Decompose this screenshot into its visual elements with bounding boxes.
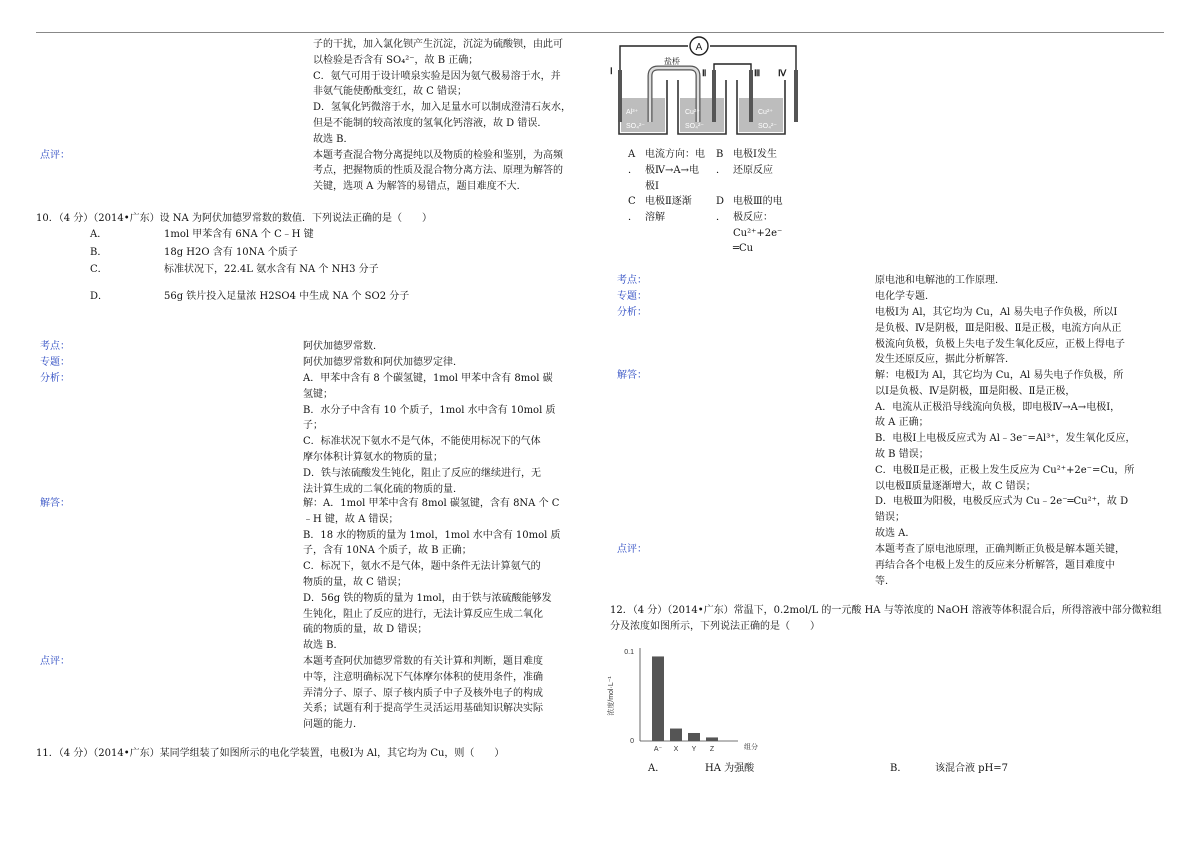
q9-line-1: 子的干扰，加入氯化钡产生沉淀，沉淀为硫酸钡，由此可 [313,39,563,50]
q10-option-b: 18g H2O 含有 10NA 个质子 [164,247,298,258]
q12-bar-chart [606,640,786,758]
q10-option-a: 1mol 甲苯含有 6NA 个 C﹣H 键 [164,229,314,240]
q11-option-a-line-2: 极Ⅳ→A→电 [645,164,699,176]
q11-option-d-line-4: ═Cu [733,243,754,255]
q10-dianping-4: 关系；试题有利于提高学生灵活运用基础知识解决实际 [303,703,543,715]
q10-option-d: 56g 铁片投入足量浓 H2SO4 中生成 NA 个 SO2 分子 [164,291,410,302]
q10-jieda-5: C．标况下，氨水不是气体，题中条件无法计算氨气的 [303,561,541,573]
y-tick-zero: 0 [630,738,634,745]
q10-fenxi-4: 子； [303,420,323,432]
ion-so4-3: SO₄²⁻ [758,123,777,130]
q11-jieda-8: 以电极Ⅱ质量逐渐增大，故 C 错误； [875,480,1036,492]
electrode-4 [794,70,798,122]
q12-stem-1: 12．（4 分）（2014•广东）常温下，0.2mol/L 的一元酸 HA 与等浓度的 NaOH 溶液等体积混合后，所得溶液中部分微粒组 [610,605,1162,616]
x-tick-label-4: Z [709,746,715,753]
q10-fenxi-2: 氢键； [303,388,333,400]
q10-fenxi-8: 法计算生成的二氧化硫的物质的量． [303,483,463,495]
q9-line-5: D．氢氧化钙微溶于水，加入足量水可以制成澄清石灰水， [313,102,572,114]
q10-zhuanti: 阿伏加德罗常数和阿伏加德罗定律． [303,357,463,368]
q11-option-d-line-1: 电极Ⅲ的电 [733,196,783,207]
q11-dianping-1: 本题考查了原电池原理，正确判断正负极是解本题关键， [875,544,1125,555]
q11-fenxi-2: 是负极、Ⅳ是阴极，Ⅲ是阳极、Ⅱ是正极，电流方向从正 [875,322,1122,334]
q11-kaodian-label: 考点： [617,275,647,286]
q11-jieda-9: D．电极Ⅲ为阳极，电极反应式为 Cu﹣2e⁻═Cu²⁺，故 D [875,496,1129,508]
q11-option-d-dot: ． [716,212,726,223]
q9-line-4: 非氨气能使酚酞变红，故 C 错误； [313,86,468,98]
q11-option-d-key: D [716,196,725,207]
q11-option-a-line-1: 电流方向：电 [645,149,705,160]
x-tick-label-3: Y [691,746,697,753]
q10-dianping-5: 问题的能力． [303,719,363,731]
q11-option-c-dot: ． [628,212,638,223]
header-rule [36,32,1164,33]
q11-jieda-1: 解：电极Ⅰ为 Al，其它均为 Cu，Al 易失电子作负极，所 [875,370,1124,381]
q11-jieda-11: 故选 A． [875,527,916,539]
q10-fenxi-7: D．铁与浓硫酸发生钝化，阻止了反应的继续进行，无 [303,467,542,479]
q10-kaodian-label: 考点： [40,341,70,352]
q11-option-d [733,194,799,257]
bar-2 [670,729,682,741]
q9-line-7: 故选 B． [313,133,354,145]
q11-dianping [875,542,1165,589]
q11-option-c-line-2: 溶解 [645,211,665,223]
q10-jieda-4: 子，含有 10NA 个质子，故 B 正确； [303,545,472,557]
electrode-4-label: Ⅳ [778,68,787,78]
q10-dianping-3: 弄清分子、原子、原子核内质子中子及核外电子的构成 [303,687,543,699]
ion-so4-1: SO₄²⁻ [626,123,645,130]
q10-jieda-1: 解：A．1mol 甲苯中含有 8mol 碳氢键，含有 8NA 个 C [303,498,560,509]
q10-dianping-2: 中等，注意明确标况下气体摩尔体积的使用条件，准确 [303,671,543,683]
q11-option-b-dot: ． [716,165,726,176]
electrochem-apparatus-figure [606,36,806,144]
bars [652,656,718,741]
q9-line-2: 以检验是否含有 SO₄²⁻，故 B 正确； [313,54,479,66]
q10-option-a-key: A． [90,229,108,240]
bar-4 [706,737,718,741]
electrode-2 [712,70,716,122]
q10-zhuanti-label: 专题： [40,357,70,368]
q10-fenxi-6: 摩尔体积计算氨水的物质的量； [303,451,443,463]
q11-jieda-5: B．电极Ⅰ上电极反应式为 Al﹣3e⁻=Al³⁺，发生氧化反应， [875,433,1136,445]
ion-so4-2: SO₄²⁻ [685,123,704,130]
q11-jieda [875,368,1165,542]
q11-option-c-line-1: 电极Ⅱ逐渐 [645,196,692,207]
q10-option-b-key: B． [90,247,108,258]
q9-comment-3: 关键，选项 A 为解答的易错点，题目难度不大． [313,181,527,193]
q11-jieda-10: 错误； [875,512,905,524]
q9-comment-2: 考点，把握物质的性质及混合物分离方法、原理为解答的 [313,165,563,177]
q10-jieda-9: 硫的物质的量，故 D 错误； [303,624,428,636]
x-axis-label: 组分 [744,744,758,751]
ammeter-label: A [695,42,703,53]
q11-kaodian: 原电池和电解池的工作原理． [875,275,1005,286]
q10-fenxi-label: 分析： [40,373,70,384]
q11-dianping-3: 等． [875,575,895,587]
q10-option-d-key: D． [90,291,109,302]
q11-jieda-6: 故 B 错误； [875,448,929,460]
q10-jieda-2: ﹣H 键，故 A 错误； [303,513,399,525]
q11-fenxi-3: 极流向负极，负极上失电子发生氧化反应，正极上得电子 [875,338,1125,350]
ion-cu-1: Cu²⁺ [685,109,700,116]
q10-dianping-1: 本题考查阿伏加德罗常数的有关计算和判断，题目难度 [303,656,543,667]
x-tick-label-2: X [673,746,679,753]
bar-3 [688,733,700,741]
q11-jieda-7: C．电极Ⅱ是正极，正极上发生反应为 Cu²⁺+2e⁻=Cu，所 [875,464,1135,476]
ion-al: Al³⁺ [626,109,639,116]
q11-dianping-label: 点评： [617,544,647,555]
q11-option-d-line-2: 极反应： [733,211,773,223]
q10-option-c: 标准状况下，22.4L 氨水含有 NA 个 NH3 分子 [164,264,379,275]
q11-fenxi-label: 分析： [617,307,647,318]
q11-jieda-2: 以Ⅰ是负极、Ⅳ是阴极，Ⅲ是阳极、Ⅱ是正极， [875,385,1076,397]
q10-option-c-key: C． [90,264,108,275]
q10-jieda-6: 物质的量，故 C 错误； [303,576,408,588]
q9-tail [313,37,593,195]
q10-fenxi-3: B．水分子中含有 10 个质子，1mol 水中含有 10mol 质 [303,404,556,416]
q11-zhuanti-label: 专题： [617,291,647,302]
q11-option-c-key: C [628,196,636,207]
q10-jieda-7: D．56g 铁的物质的量为 1mol，由于铁与浓硫酸能够发 [303,592,552,604]
q10-kaodian: 阿伏加德罗常数． [303,341,383,352]
q10-jieda-8: 生钝化，阻止了反应的进行，无法计算反应生成二氧化 [303,608,543,620]
q10-jieda-label: 解答： [40,498,70,509]
q11-option-a [645,147,711,194]
q10-dianping [303,654,563,733]
q9-line-6: 但是不能制的较高浓度的氢氧化钙溶液，故 D 错误． [313,117,548,129]
q12-stem-2: 分及浓度如图所示，下列说法正确的是（ ） [610,620,820,632]
q9-comment-1: 本题考查混合物分离提纯以及物质的检验和鉴别，为高频 [313,149,563,161]
q10-stem: 10．（4 分）（2014•广东）设 NA 为阿伏加德罗常数的数值．下列说法正确的是（ ） [36,213,432,224]
q12-option-b: 该混合液 pH=7 [935,763,1009,774]
q10-jieda-3: B．18 水的物质的量为 1mol，1mol 水中含有 10mol 质 [303,529,561,541]
q11-option-b-key: B [716,149,724,160]
q12-option-a-key: A． [648,763,666,774]
q11-option-a-line-3: 极Ⅰ [645,180,659,192]
y-tick-top: 0.1 [624,649,634,656]
q11-jieda-label: 解答： [617,370,647,381]
q11-fenxi [875,305,1165,368]
q11-fenxi-4: 发生还原反应，据此分析解答． [875,354,1015,366]
q12-option-b-key: B． [890,763,908,774]
electrode-1 [618,70,622,122]
wire-right [710,46,796,70]
q11-option-d-line-3: Cu²⁺+2e⁻ [733,227,783,239]
electrode-3 [749,70,753,122]
q11-option-b-line-1: 电极Ⅰ发生 [733,149,777,160]
q10-dianping-label: 点评： [40,656,70,667]
q12-stem [610,603,1190,635]
electrode-1-label: Ⅰ [610,66,613,76]
q10-fenxi-5: C．标准状况下氨水不是气体，不能使用标况下的气体 [303,436,541,448]
q10-fenxi [303,371,563,497]
x-tick-label-1: A⁻ [653,746,663,753]
q11-zhuanti: 电化学专题． [875,291,935,302]
q11-option-a-key: A [628,149,636,160]
electrode-3-label: Ⅲ [754,68,761,78]
salt-bridge-label: 盐桥 [664,57,680,66]
q10-fenxi-1: A．甲苯中含有 8 个碳氢键，1mol 甲苯中含有 8mol 碳 [303,373,553,384]
q11-option-c [645,194,711,226]
q11-jieda-4: 故 A 正确； [875,417,929,429]
q12-option-a: HA 为强酸 [705,763,755,774]
electrode-2-label: Ⅱ [702,68,707,78]
ion-cu-2: Cu²⁺ [758,109,773,116]
q11-dianping-2: 再结合各个电极上发生的反应来分析解答，题目难度中 [875,559,1115,571]
q11-jieda-3: A．电流从正极沿导线流向负极，即电极Ⅳ→A→电极Ⅰ， [875,401,1121,413]
q11-option-a-dot: ． [628,165,638,176]
x-tick-labels [654,746,715,753]
q9-line-3: C．氨气可用于设计喷泉实验是因为氨气极易溶于水，并 [313,70,561,82]
q11-option-b-line-2: 还原反应 [733,164,773,176]
q9-dianping-label: 点评： [40,150,70,161]
q11-fenxi-1: 电极Ⅰ为 Al，其它均为 Cu，Al 易失电子作负极，所以Ⅰ [875,307,1118,318]
q11-stem: 11．（4 分）（2014•广东）某同学组装了如图所示的电化学装置，电极Ⅰ为 Al，其它均为 Cu，则（ ） [36,748,505,759]
y-axis-label: 浓度/mol·L⁻¹ [608,676,615,716]
q10-jieda [303,496,563,654]
bar-1 [652,656,664,741]
wire-middle [714,64,751,70]
q10-jieda-10: 故选 B． [303,640,344,652]
q11-option-b [733,147,799,179]
